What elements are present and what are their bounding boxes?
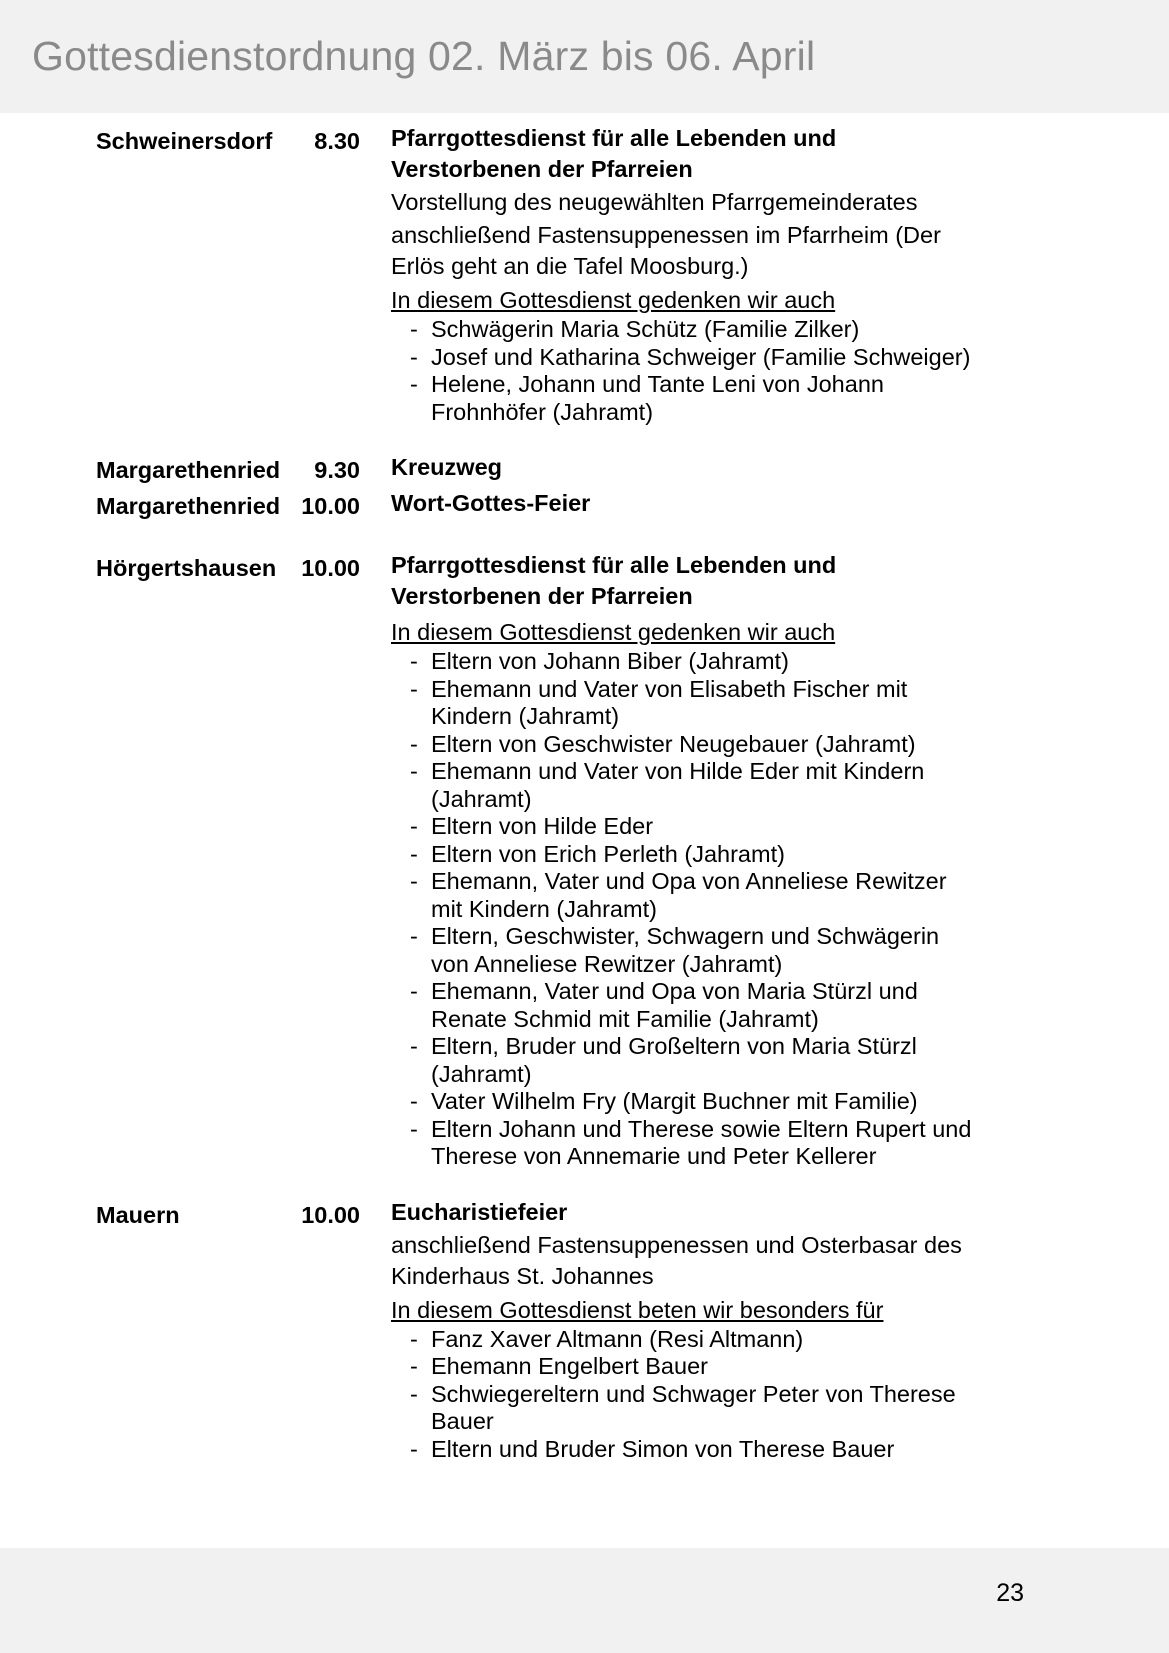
dash-bullet-icon: -	[410, 868, 418, 894]
dash-bullet-icon: -	[410, 371, 418, 397]
memorial-text: Eltern und Bruder Simon von Therese Bauer	[431, 1435, 895, 1462]
service-note-wrapper	[391, 614, 980, 648]
dash-bullet-icon: -	[410, 316, 418, 342]
service-place: Hörgertshausen	[96, 555, 277, 581]
memorial-item	[391, 1436, 980, 1464]
service-paragraph: Vorstellung des neugewählten Pfarrgemeinderates	[391, 189, 918, 215]
memorial-item	[391, 648, 980, 676]
memorial-item	[391, 1353, 980, 1381]
service-note: In diesem Gottesdienst gedenken wir auch	[391, 619, 836, 645]
service-title: Pfarrgottesdienst für alle Lebenden und Verstorbenen der Pfarreien	[391, 125, 837, 182]
memorial-text: Eltern von Geschwister Neugebauer (Jahramt)	[431, 730, 916, 757]
memorial-item	[391, 1381, 980, 1436]
memorial-text: Helene, Johann und Tante Leni von Johann Frohnhöfer (Jahramt)	[431, 371, 884, 425]
page-header	[0, 0, 1169, 113]
service-entry	[0, 1197, 1169, 1464]
dash-bullet-icon: -	[410, 758, 418, 784]
memorial-text: Eltern, Bruder und Großeltern von Maria Stürzl (Jahramt)	[431, 1033, 917, 1087]
memorial-text: Ehemann Engelbert Bauer	[431, 1353, 708, 1379]
memorial-list	[391, 1326, 980, 1464]
memorial-item	[391, 1033, 980, 1088]
dash-bullet-icon: -	[410, 1380, 418, 1407]
memorial-text: Ehemann, Vater und Opa von Anneliese Rewitzer mit Kindern (Jahramt)	[431, 868, 947, 922]
memorial-text: Eltern von Hilde Eder	[431, 813, 654, 839]
memorial-item	[391, 813, 980, 841]
memorial-item	[391, 344, 980, 372]
memorial-list	[391, 648, 980, 1171]
dash-bullet-icon: -	[410, 343, 418, 370]
service-paragraph: anschließend Fastensuppenessen im Pfarrheim (Der Erlös geht an die Tafel Moosburg.)	[391, 222, 941, 279]
service-entry	[0, 550, 1169, 1171]
memorial-item	[391, 841, 980, 869]
service-title: Wort-Gottes-Feier	[391, 490, 591, 516]
service-description	[360, 452, 980, 485]
memorial-text: Vater Wilhelm Fry (Margit Buchner mit Familie)	[431, 1088, 918, 1114]
service-entry	[0, 488, 1169, 524]
service-time: 10.00	[301, 555, 360, 581]
memorial-text: Ehemann, Vater und Opa von Maria Stürzl und Renate Schmid mit Familie (Jahramt)	[431, 978, 918, 1032]
dash-bullet-icon: -	[410, 1033, 418, 1059]
service-description	[360, 488, 980, 521]
page-title: Gottesdienstordnung 02. März bis 06. April	[32, 32, 816, 79]
dash-bullet-icon: -	[410, 1353, 418, 1379]
page-footer	[0, 1548, 1169, 1653]
service-note-wrapper	[391, 282, 980, 316]
service-time: 8.30	[314, 128, 360, 154]
service-time: 9.30	[314, 457, 360, 483]
service-title: Kreuzweg	[391, 454, 502, 480]
service-entry	[0, 123, 1169, 426]
dash-bullet-icon: -	[410, 1435, 418, 1462]
memorial-text: Eltern, Geschwister, Schwagern und Schwägerin von Anneliese Rewitzer (Jahramt)	[431, 923, 940, 977]
memorial-item	[391, 316, 980, 344]
memorial-item	[391, 1326, 980, 1354]
memorial-list	[391, 316, 980, 426]
dash-bullet-icon: -	[410, 923, 418, 949]
service-time: 10.00	[301, 1201, 360, 1228]
service-paragraph: anschließend Fastensuppenessen und Osterbasar des Kinderhaus St. Johannes	[391, 1231, 962, 1289]
dash-bullet-icon: -	[410, 1115, 418, 1142]
service-place: Margarethenried	[96, 457, 281, 483]
memorial-item	[391, 731, 980, 759]
service-entry	[0, 452, 1169, 488]
service-place: Margarethenried	[96, 493, 281, 519]
dash-bullet-icon: -	[410, 1088, 418, 1114]
memorial-item	[391, 371, 980, 426]
memorial-text: Eltern von Johann Biber (Jahramt)	[431, 648, 789, 674]
service-description	[360, 123, 980, 426]
dash-bullet-icon: -	[410, 730, 418, 757]
service-description	[360, 550, 980, 1171]
memorial-item	[391, 676, 980, 731]
dash-bullet-icon: -	[410, 1325, 418, 1352]
memorial-text: Eltern Johann und Therese sowie Eltern Rupert und Therese von Annemarie und Peter Kellerer	[431, 1115, 972, 1169]
dash-bullet-icon: -	[410, 840, 418, 867]
memorial-text: Ehemann und Vater von Hilde Eder mit Kindern (Jahramt)	[431, 758, 925, 812]
memorial-text: Ehemann und Vater von Elisabeth Fischer mit Kindern (Jahramt)	[431, 675, 908, 729]
memorial-text: Fanz Xaver Altmann (Resi Altmann)	[431, 1325, 804, 1352]
service-note-wrapper	[391, 1292, 980, 1326]
service-time: 10.00	[301, 493, 360, 519]
service-description	[360, 1197, 980, 1464]
dash-bullet-icon: -	[410, 675, 418, 702]
memorial-item	[391, 923, 980, 978]
memorial-text: Josef und Katharina Schweiger (Familie Schweiger)	[431, 343, 971, 370]
service-place: Schweinersdorf	[96, 128, 273, 154]
service-schedule-list	[0, 113, 1169, 1548]
service-place: Mauern	[96, 1201, 180, 1228]
service-title: Pfarrgottesdienst für alle Lebenden und Verstorbenen der Pfarreien	[391, 552, 837, 609]
page-number: 23	[996, 1579, 1024, 1607]
dash-bullet-icon: -	[410, 813, 418, 839]
memorial-item	[391, 978, 980, 1033]
memorial-item	[391, 1088, 980, 1116]
memorial-item	[391, 868, 980, 923]
dash-bullet-icon: -	[410, 978, 418, 1004]
memorial-text: Schwiegereltern und Schwager Peter von Therese Bauer	[431, 1380, 956, 1434]
service-note: In diesem Gottesdienst beten wir besonders für	[391, 1296, 884, 1323]
memorial-text: Schwägerin Maria Schütz (Familie Zilker)	[431, 316, 860, 342]
memorial-text: Eltern von Erich Perleth (Jahramt)	[431, 840, 785, 867]
memorial-item	[391, 1116, 980, 1171]
dash-bullet-icon: -	[410, 648, 418, 674]
memorial-item	[391, 758, 980, 813]
service-note: In diesem Gottesdienst gedenken wir auch	[391, 287, 836, 313]
service-title: Eucharistiefeier	[391, 1198, 568, 1225]
